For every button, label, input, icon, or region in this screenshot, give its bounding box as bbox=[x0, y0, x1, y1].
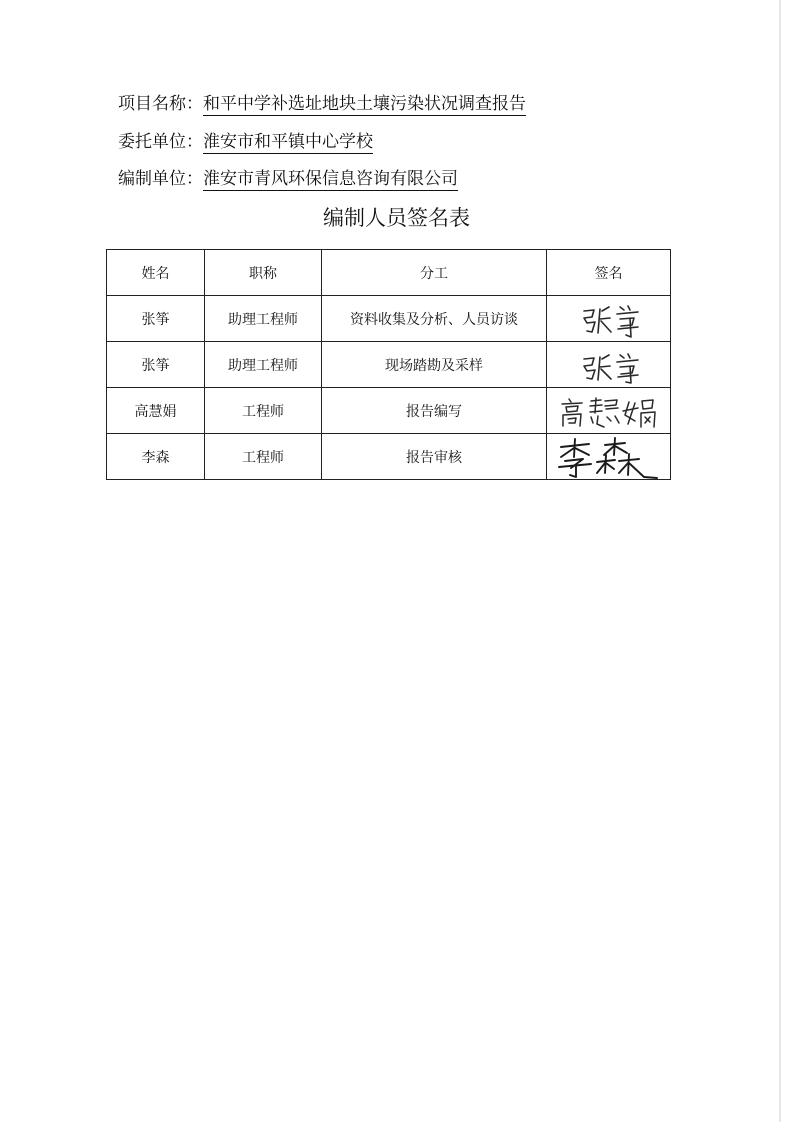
header-duty: 分工 bbox=[322, 250, 547, 296]
client-value: 淮安市和平镇中心学校 bbox=[203, 132, 373, 152]
handwritten-signature bbox=[554, 299, 664, 339]
handwritten-signature bbox=[549, 391, 669, 431]
project-name-line bbox=[118, 92, 526, 116]
table-row bbox=[107, 342, 671, 388]
table-header-row bbox=[107, 250, 671, 296]
preparer-line bbox=[118, 167, 458, 191]
project-name-value: 和平中学补选址地块土壤污染状况调查报告 bbox=[203, 94, 526, 114]
table-row bbox=[107, 296, 671, 342]
header-name: 姓名 bbox=[107, 250, 205, 296]
cell-title: 工程师 bbox=[205, 388, 322, 434]
preparer-label: 编制单位： bbox=[118, 169, 203, 189]
cell-name: 张筝 bbox=[107, 296, 205, 342]
document-title: 编制人员签名表 bbox=[323, 206, 470, 230]
cell-duty: 报告编写 bbox=[322, 388, 547, 434]
table-row bbox=[107, 388, 671, 434]
client-line bbox=[118, 130, 373, 154]
preparer-value: 淮安市青风环保信息咨询有限公司 bbox=[203, 169, 458, 189]
cell-title: 助理工程师 bbox=[205, 342, 322, 388]
signature-cell bbox=[547, 434, 671, 480]
client-label: 委托单位： bbox=[118, 132, 203, 152]
handwritten-signature bbox=[554, 345, 664, 385]
cell-title: 助理工程师 bbox=[205, 296, 322, 342]
cell-duty: 资料收集及分析、人员访谈 bbox=[322, 296, 547, 342]
cell-name: 高慧娟 bbox=[107, 388, 205, 434]
signature-cell bbox=[547, 342, 671, 388]
handwritten-signature bbox=[549, 435, 669, 479]
cell-duty: 报告审核 bbox=[322, 434, 547, 480]
signature-cell bbox=[547, 388, 671, 434]
cell-name: 李森 bbox=[107, 434, 205, 480]
cell-duty: 现场踏勘及采样 bbox=[322, 342, 547, 388]
header-signature: 签名 bbox=[547, 250, 671, 296]
header-title: 职称 bbox=[205, 250, 322, 296]
cell-name: 张筝 bbox=[107, 342, 205, 388]
table-row bbox=[107, 434, 671, 480]
cell-title: 工程师 bbox=[205, 434, 322, 480]
scan-edge-line bbox=[779, 0, 781, 1122]
signature-cell bbox=[547, 296, 671, 342]
project-name-label: 项目名称： bbox=[118, 94, 203, 114]
signature-table bbox=[106, 249, 671, 480]
